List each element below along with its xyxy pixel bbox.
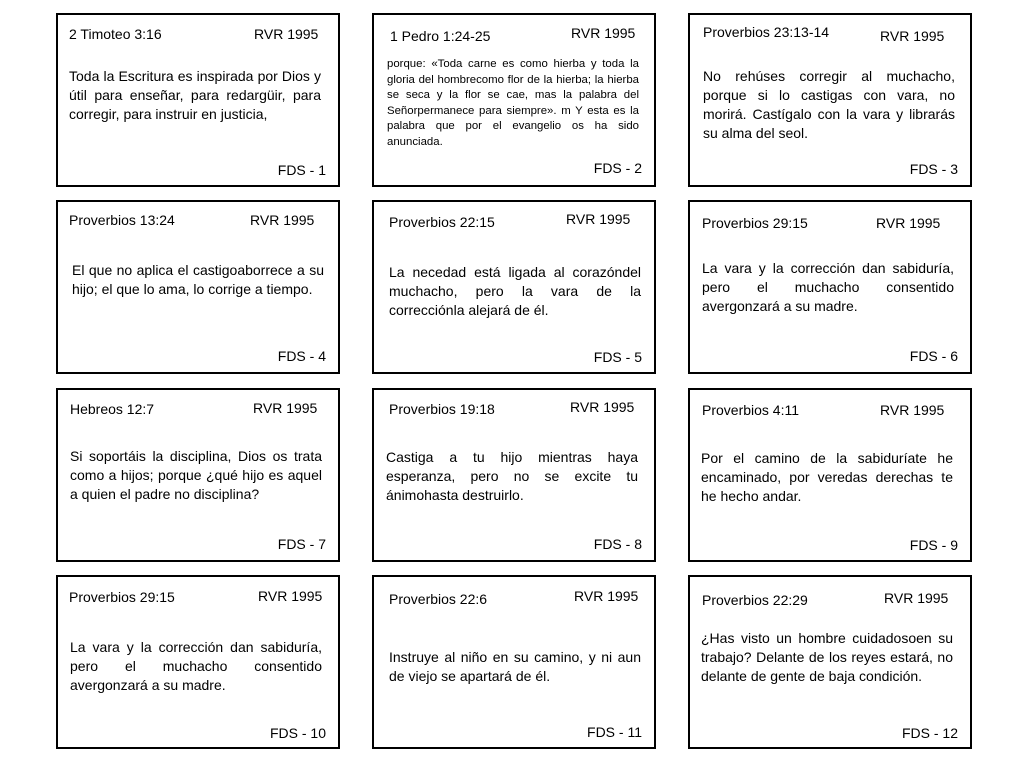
- card-code: FDS - 12: [901, 725, 958, 741]
- bible-version: RVR 1995: [570, 399, 635, 415]
- verse-text: Toda la Escritura es inspirada por Dios y útil para enseñar, para redargüir, para corregir, para instruir en justicia,: [69, 68, 321, 122]
- verse-reference: Hebreos 12:7: [70, 401, 155, 417]
- verse-card-7: [56, 388, 340, 562]
- card-code: FDS - 7: [277, 536, 326, 552]
- bible-version: RVR 1995: [876, 215, 941, 231]
- verse-card-2: [372, 13, 656, 187]
- bible-version: RVR 1995: [258, 588, 323, 604]
- card-code: FDS - 5: [593, 349, 642, 365]
- card-code: FDS - 8: [593, 536, 642, 552]
- verse-reference: Proverbios 29:15: [702, 215, 808, 231]
- verse-reference: Proverbios 19:18: [389, 401, 495, 417]
- verse-card-8: [372, 388, 656, 562]
- verse-card-6: [688, 200, 972, 374]
- verse-card-5: [372, 200, 656, 374]
- verse-reference: Proverbios 22:6: [389, 591, 488, 607]
- bible-version: RVR 1995: [250, 212, 315, 228]
- verse-reference: Proverbios 29:15: [69, 589, 175, 605]
- verse-text: La vara y la corrección dan sabiduría, pero el muchacho consentido avergonzará a su madre.: [702, 260, 954, 314]
- bible-version: RVR 1995: [566, 211, 631, 227]
- verse-card-3: [688, 13, 972, 187]
- card-code: FDS - 1: [277, 162, 326, 178]
- verse-text: La necedad está ligada al corazóndel muchacho, pero la vara de la correcciónla alejará de él.: [389, 264, 641, 318]
- verse-text: Instruye al niño en su camino, y ni aun de viejo se apartará de él.: [389, 649, 641, 684]
- verse-reference: 1 Pedro 1:24-25: [390, 28, 491, 44]
- bible-version: RVR 1995: [254, 26, 319, 42]
- verse-card-10: [56, 575, 340, 749]
- verse-reference: Proverbios 4:11: [702, 402, 800, 418]
- verse-card-1: [56, 13, 340, 187]
- card-code: FDS - 4: [277, 348, 326, 364]
- card-code: FDS - 9: [909, 537, 958, 553]
- bible-version: RVR 1995: [571, 25, 636, 41]
- bible-version: RVR 1995: [253, 400, 318, 416]
- bible-version: RVR 1995: [880, 402, 945, 418]
- verse-text: Si soportáis la disciplina, Dios os trata como a hijos; porque ¿qué hijo es aquel a quien el padre no disciplina?: [70, 448, 322, 502]
- verse-text: Castiga a tu hijo mientras haya esperanza, pero no se excite tu ánimohasta destruirlo.: [386, 449, 638, 503]
- verse-reference: 2 Timoteo 3:16: [69, 26, 162, 42]
- verse-text: ¿Has visto un hombre cuidadosoen su trabajo? Delante de los reyes estará, no delante de gente de baja condición.: [701, 630, 953, 684]
- verse-text: El que no aplica el castigoaborrece a su hijo; el que lo ama, lo corrige a tiempo.: [72, 262, 324, 297]
- verse-reference: Proverbios 13:24: [69, 212, 175, 228]
- verse-card-11: [372, 575, 656, 749]
- card-code: FDS - 6: [909, 348, 958, 364]
- bible-version: RVR 1995: [574, 588, 639, 604]
- card-code: FDS - 2: [593, 160, 642, 176]
- verse-card-12: [688, 575, 972, 749]
- card-code: FDS - 11: [587, 724, 642, 740]
- bible-version: RVR 1995: [884, 590, 949, 606]
- verse-text: No rehúses corregir al muchacho, porque si lo castigas con vara, no morirá. Castígalo con la vara y librarás su alma del seol.: [703, 68, 955, 141]
- verse-text: Por el camino de la sabiduríate he encaminado, por veredas derechas te he hecho andar.: [701, 450, 953, 504]
- verse-card-9: [688, 388, 972, 562]
- verse-reference: Proverbios 22:29: [702, 592, 808, 608]
- verse-text: La vara y la corrección dan sabiduría, pero el muchacho consentido avergonzará a su madre.: [70, 639, 322, 693]
- bible-version: RVR 1995: [880, 28, 945, 44]
- verse-reference: Proverbios 23:13-14: [703, 24, 830, 40]
- verse-card-4: [56, 200, 340, 374]
- verse-text: porque: «Toda carne es como hierba y toda la gloria del hombrecomo flor de la hierba; la hierba se seca y la flor se cae, mas la palabra del Señorpermanece para siempre». m Y esta es la palabra que por el evangelio os ha sido anunciada.: [387, 58, 639, 148]
- card-code: FDS - 10: [269, 725, 326, 741]
- card-code: FDS - 3: [909, 161, 958, 177]
- verse-reference: Proverbios 22:15: [389, 214, 495, 230]
